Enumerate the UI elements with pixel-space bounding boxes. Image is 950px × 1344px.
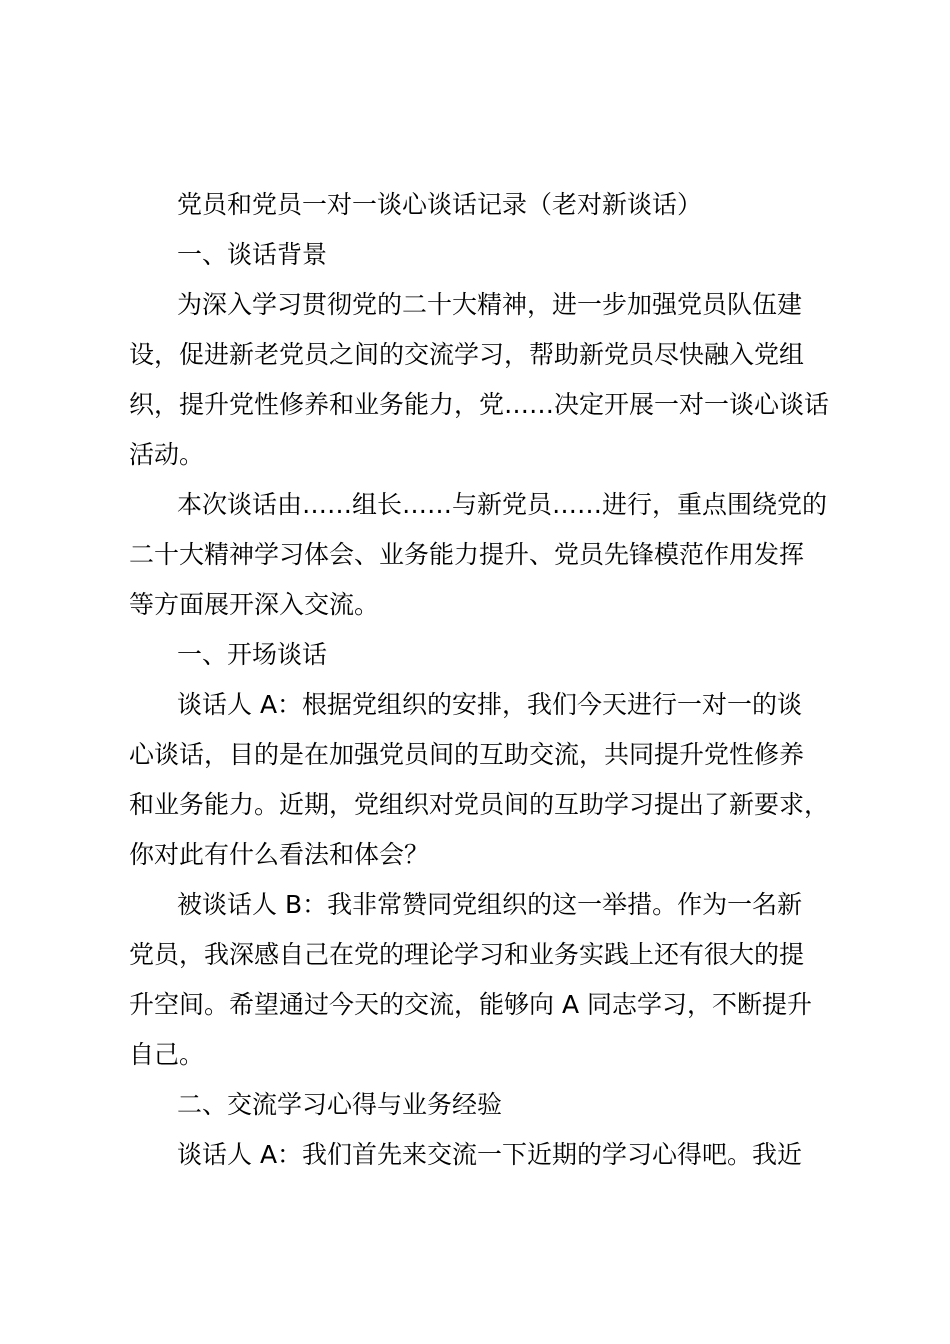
paragraph-line: 等方面展开深入交流。	[129, 590, 380, 619]
paragraph-line: 你对此有什么看法和体会？	[129, 840, 430, 869]
paragraph-line: 被谈话人 B：我非常赞同党组织的这一举措。作为一名新	[177, 890, 803, 919]
paragraph-background-participants	[129, 480, 849, 630]
paragraph-line: 党员，我深感自己在党的理论学习和业务实践上还有很大的提	[129, 940, 805, 969]
section-heading-exchange: 二、交流学习心得与业务经验	[177, 1090, 503, 1119]
document-body	[129, 180, 849, 1180]
paragraph-line: 和业务能力。近期，党组织对党员间的互助学习提出了新要求，	[129, 790, 830, 819]
paragraph-background-purpose	[129, 280, 849, 480]
paragraph-speaker-a-exchange	[129, 1130, 849, 1180]
paragraph-speaker-b-reply	[129, 880, 849, 1080]
paragraph-line: 谈话人 A：根据党组织的安排，我们今天进行一对一的谈	[177, 690, 803, 719]
paragraph-line: 为深入学习贯彻党的二十大精神，进一步加强党员队伍建	[177, 290, 803, 319]
paragraph-speaker-a-opening	[129, 680, 849, 880]
paragraph-line: 心谈话，目的是在加强党员间的互助交流，共同提升党性修养	[129, 740, 805, 769]
paragraph-line: 设，促进新老党员之间的交流学习，帮助新党员尽快融入党组	[129, 340, 805, 369]
document-title: 党员和党员一对一谈心谈话记录（老对新谈话）	[177, 190, 703, 219]
section-heading-opening: 一、开场谈话	[177, 640, 328, 669]
paragraph-line: 织，提升党性修养和业务能力，党……决定开展一对一谈心谈话	[129, 390, 830, 419]
paragraph-line: 本次谈话由……组长……与新党员……进行，重点围绕党的	[177, 490, 828, 519]
paragraph-line: 自己。	[129, 1040, 205, 1069]
paragraph-line: 升空间。希望通过今天的交流，能够向 A 同志学习，不断提升	[129, 990, 812, 1019]
section-heading-background: 一、谈话背景	[177, 240, 328, 269]
paragraph-line: 二十大精神学习体会、业务能力提升、党员先锋模范作用发挥	[129, 540, 805, 569]
paragraph-line: 谈话人 A：我们首先来交流一下近期的学习心得吧。我近	[177, 1140, 803, 1169]
paragraph-line: 活动。	[129, 440, 205, 469]
